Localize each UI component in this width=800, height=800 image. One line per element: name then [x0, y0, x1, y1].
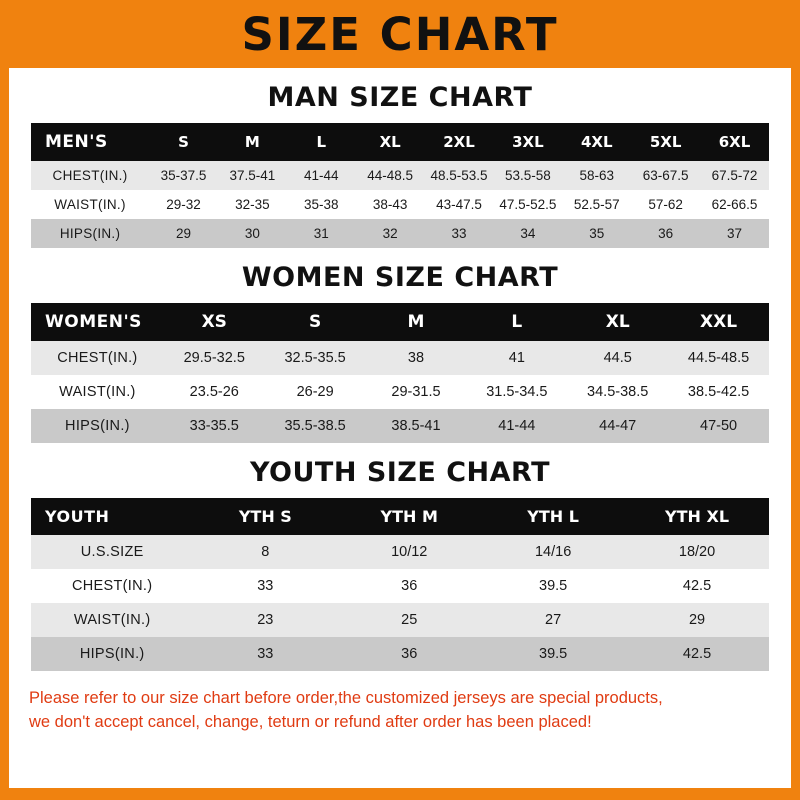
table-cell: 38.5-42.5 — [668, 375, 769, 409]
table-header-row — [31, 303, 769, 341]
table-cell: 38 — [366, 341, 467, 375]
column-header: M — [366, 303, 467, 341]
table-cell: 35.5-38.5 — [265, 409, 366, 443]
table-cell: 35-38 — [287, 190, 356, 219]
table-cell: 44-47 — [567, 409, 668, 443]
column-header: YTH L — [481, 498, 625, 535]
column-header: XL — [356, 123, 425, 161]
footer-accent-bar — [0, 788, 800, 800]
column-header: YTH XL — [625, 498, 769, 535]
order-policy-note-line1: Please refer to our size chart before order,the customized jerseys are special products, — [29, 689, 663, 707]
table-row — [31, 569, 769, 603]
table-cell: 47.5-52.5 — [493, 190, 562, 219]
table-cell: 25 — [337, 603, 481, 637]
table-cell: 62-66.5 — [700, 190, 769, 219]
table-cell: 10/12 — [337, 535, 481, 569]
column-header: XS — [164, 303, 265, 341]
table-cell: 57-62 — [631, 190, 700, 219]
table-cell: 39.5 — [481, 569, 625, 603]
table-cell: 37.5-41 — [218, 161, 287, 190]
table-cell: 38-43 — [356, 190, 425, 219]
table-cell: 67.5-72 — [700, 161, 769, 190]
table-cell: 35-37.5 — [149, 161, 218, 190]
table-cell: 58-63 — [562, 161, 631, 190]
row-label: HIPS(IN.) — [31, 409, 164, 443]
table-cell: 53.5-58 — [493, 161, 562, 190]
women-size-table — [31, 303, 769, 443]
table-row — [31, 161, 769, 190]
men-section — [9, 82, 791, 248]
table-row — [31, 219, 769, 248]
column-header: 6XL — [700, 123, 769, 161]
table-cell: 38.5-41 — [366, 409, 467, 443]
column-header: 4XL — [562, 123, 631, 161]
column-header: 5XL — [631, 123, 700, 161]
column-header: M — [218, 123, 287, 161]
column-header: MEN'S — [31, 123, 149, 161]
table-cell: 32.5-35.5 — [265, 341, 366, 375]
column-header: L — [287, 123, 356, 161]
table-cell: 39.5 — [481, 637, 625, 671]
row-label: WAIST(IN.) — [31, 375, 164, 409]
row-label: HIPS(IN.) — [31, 637, 193, 671]
table-cell: 33 — [193, 569, 337, 603]
table-row — [31, 535, 769, 569]
order-policy-note-line2: we don't accept cancel, change, teturn or refund after order has been placed! — [29, 712, 592, 731]
table-cell: 33 — [193, 637, 337, 671]
table-cell: 32-35 — [218, 190, 287, 219]
column-header: YOUTH — [31, 498, 193, 535]
table-cell: 42.5 — [625, 569, 769, 603]
table-cell: 36 — [337, 637, 481, 671]
youth-section — [9, 457, 791, 671]
table-cell: 43-47.5 — [425, 190, 494, 219]
youth-size-table — [31, 498, 769, 671]
column-header: L — [466, 303, 567, 341]
table-header-row — [31, 123, 769, 161]
table-cell: 63-67.5 — [631, 161, 700, 190]
table-cell: 36 — [337, 569, 481, 603]
table-cell: 14/16 — [481, 535, 625, 569]
table-cell: 18/20 — [625, 535, 769, 569]
row-label: WAIST(IN.) — [31, 190, 149, 219]
table-cell: 32 — [356, 219, 425, 248]
table-cell: 34 — [493, 219, 562, 248]
table-cell: 8 — [193, 535, 337, 569]
table-cell: 33 — [425, 219, 494, 248]
table-cell: 29 — [149, 219, 218, 248]
column-header: 2XL — [425, 123, 494, 161]
table-cell: 48.5-53.5 — [425, 161, 494, 190]
table-cell: 41 — [466, 341, 567, 375]
column-header: S — [149, 123, 218, 161]
table-cell: 47-50 — [668, 409, 769, 443]
table-header-row — [31, 498, 769, 535]
table-cell: 30 — [218, 219, 287, 248]
youth-section-title: YOUTH SIZE CHART — [249, 457, 551, 488]
table-cell: 29.5-32.5 — [164, 341, 265, 375]
row-label: CHEST(IN.) — [31, 161, 149, 190]
table-cell: 36 — [631, 219, 700, 248]
table-cell: 35 — [562, 219, 631, 248]
column-header: XXL — [668, 303, 769, 341]
table-cell: 44.5-48.5 — [668, 341, 769, 375]
table-cell: 41-44 — [466, 409, 567, 443]
column-header: 3XL — [493, 123, 562, 161]
table-row — [31, 375, 769, 409]
order-policy-note — [29, 687, 771, 735]
table-row — [31, 603, 769, 637]
table-cell: 33-35.5 — [164, 409, 265, 443]
table-cell: 34.5-38.5 — [567, 375, 668, 409]
table-cell: 29-31.5 — [366, 375, 467, 409]
table-cell: 44-48.5 — [356, 161, 425, 190]
header-band — [0, 0, 800, 68]
row-label: U.S.SIZE — [31, 535, 193, 569]
row-label: WAIST(IN.) — [31, 603, 193, 637]
table-cell: 29-32 — [149, 190, 218, 219]
table-cell: 27 — [481, 603, 625, 637]
column-header: S — [265, 303, 366, 341]
row-label: HIPS(IN.) — [31, 219, 149, 248]
table-row — [31, 637, 769, 671]
row-label: CHEST(IN.) — [31, 569, 193, 603]
column-header: WOMEN'S — [31, 303, 164, 341]
row-label: CHEST(IN.) — [31, 341, 164, 375]
table-row — [31, 190, 769, 219]
column-header: YTH S — [193, 498, 337, 535]
men-section-title: MAN SIZE CHART — [267, 82, 533, 113]
table-cell: 44.5 — [567, 341, 668, 375]
column-header: YTH M — [337, 498, 481, 535]
table-cell: 31.5-34.5 — [466, 375, 567, 409]
women-section — [9, 262, 791, 443]
table-cell: 52.5-57 — [562, 190, 631, 219]
table-cell: 29 — [625, 603, 769, 637]
table-cell: 31 — [287, 219, 356, 248]
table-row — [31, 409, 769, 443]
women-section-title: WOMEN SIZE CHART — [241, 262, 559, 293]
page-title: SIZE CHART — [241, 7, 559, 61]
column-header: XL — [567, 303, 668, 341]
table-cell: 23.5-26 — [164, 375, 265, 409]
table-cell: 42.5 — [625, 637, 769, 671]
table-cell: 41-44 — [287, 161, 356, 190]
men-size-table — [31, 123, 769, 248]
table-cell: 23 — [193, 603, 337, 637]
table-cell: 26-29 — [265, 375, 366, 409]
table-cell: 37 — [700, 219, 769, 248]
table-row — [31, 341, 769, 375]
